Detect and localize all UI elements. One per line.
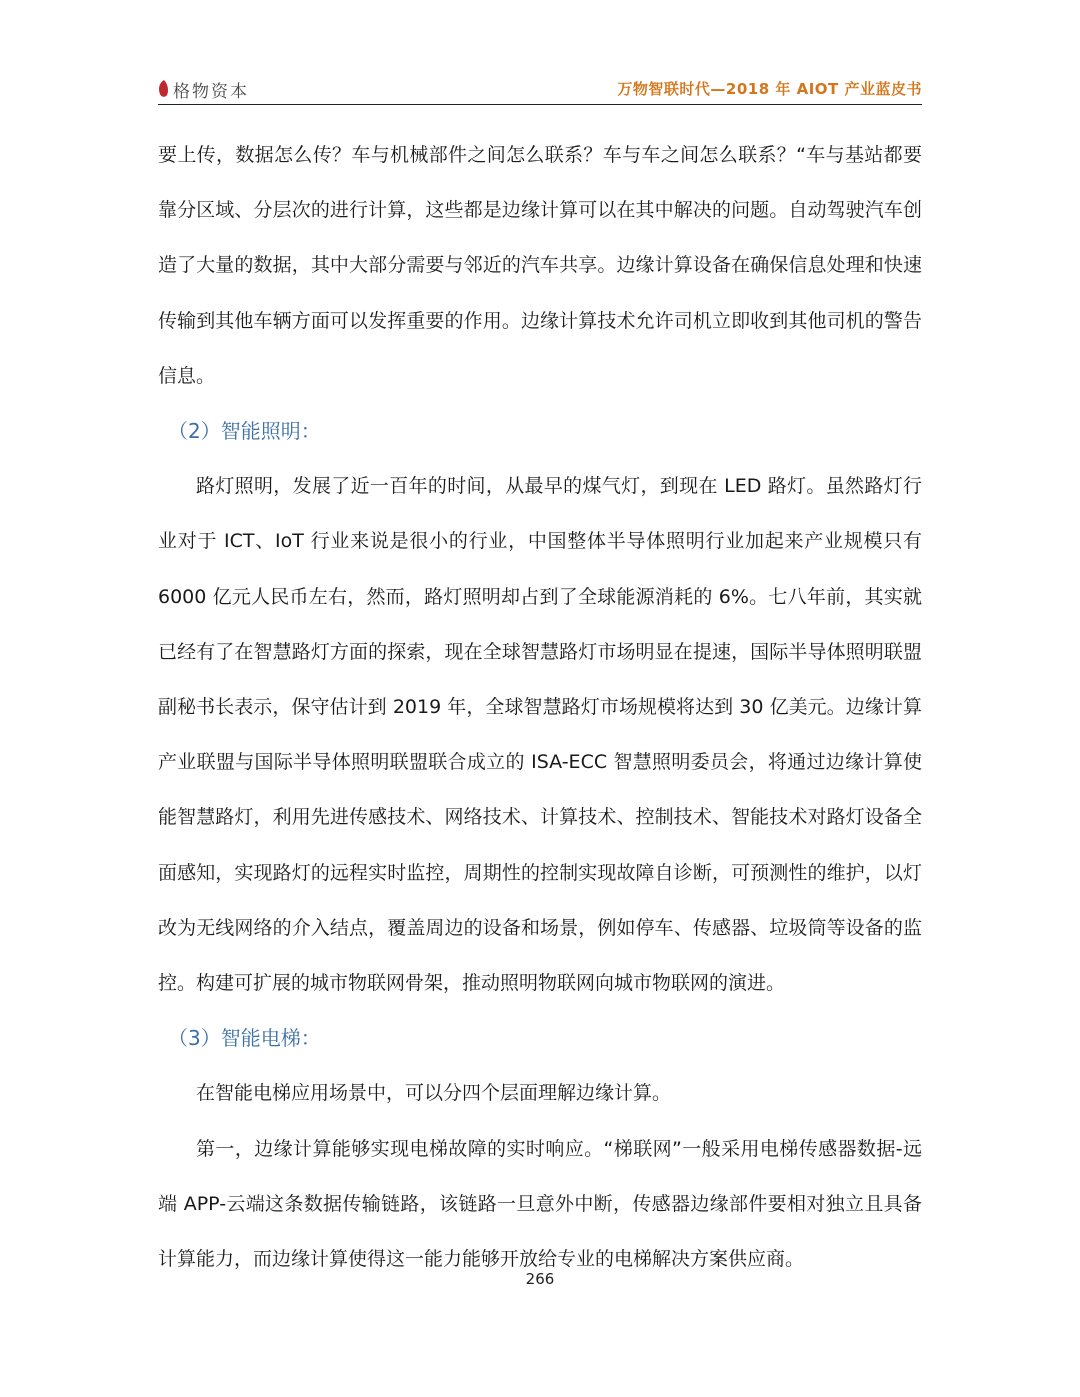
logo-text: 格物资本 (173, 81, 249, 102)
paragraph-elevator-intro: 在智能电梯应用场景中，可以分四个层面理解边缘计算。 (196, 1082, 672, 1105)
document-title: 万物智联时代—2018 年 AIOT 产业蓝皮书 (617, 80, 922, 98)
paragraph-autonomous-driving: 要上传，数据怎么传？车与机械部件之间怎么联系？车与车之间怎么联系？“车与基站都要靠分区域、分层次的进行计算，这些都是边缘计算可以在其中解决的问题。自动驾驶汽车创造了大量的数据，其中大部分需要与邻近的汽车共享。边缘计算设备在确保信息处理和快速传输到其他车辆方面可以发挥重要的作用。边缘计算技术允许司机立即收到其他司机的警告信息。 (158, 144, 922, 387)
paragraph-smart-lighting: 路灯照明，发展了近一百年的时间，从最早的煤气灯，到现在 LED 路灯。虽然路灯行业对于 ICT、IoT 行业来说是很小的行业，中国整体半导体照明行业加起来产业规模只有 6000 亿元人民币左右，然而，路灯照明却占到了全球能源消耗的 6%。七八年前，其实就已经有了在智慧路灯方面的探索，现在全球智慧路灯市场明显在提速，国际半导体照明联盟副秘书长表示，保守估计到 2019 年，全球智慧路灯市场规模将达到 30 亿美元。边缘计算产业联盟与国际半导体照明联盟联合成立的 ISA-ECC 智慧照明委员会，将通过边缘计算使能智慧路灯，利用先进传感技术、网络技术、计算技术、控制技术、智能技术对路灯设备全面感知，实现路灯的远程实时监控，周期性的控制实现故障自诊断，可预测性的维护，以灯改为无线网络的介入结点，覆盖周边的设备和场景，例如停车、传感器、垃圾筒等设备的监控。构建可扩展的城市物联网骨架，推动照明物联网向城市物联网的演进。 (158, 475, 922, 995)
paragraph-elevator-first-point: 第一，边缘计算能够实现电梯故障的实时响应。“梯联网”一般采用电梯传感器数据-远端 APP-云端这条数据传输链路，该链路一旦意外中断，传感器边缘部件要相对独立且具备计算能力，而边缘计算使得这一能力能够开放给专业的电梯解决方案供应商。 (158, 1137, 922, 1271)
section-heading-smart-lighting: （2）智能照明： (168, 419, 321, 444)
page-header (158, 72, 922, 105)
section-heading-smart-elevator: （3）智能电梯： (168, 1026, 321, 1051)
page-body (158, 128, 922, 1287)
page-number: 266 (525, 1270, 555, 1288)
logo (158, 76, 249, 102)
logo-mark-icon (158, 80, 169, 98)
